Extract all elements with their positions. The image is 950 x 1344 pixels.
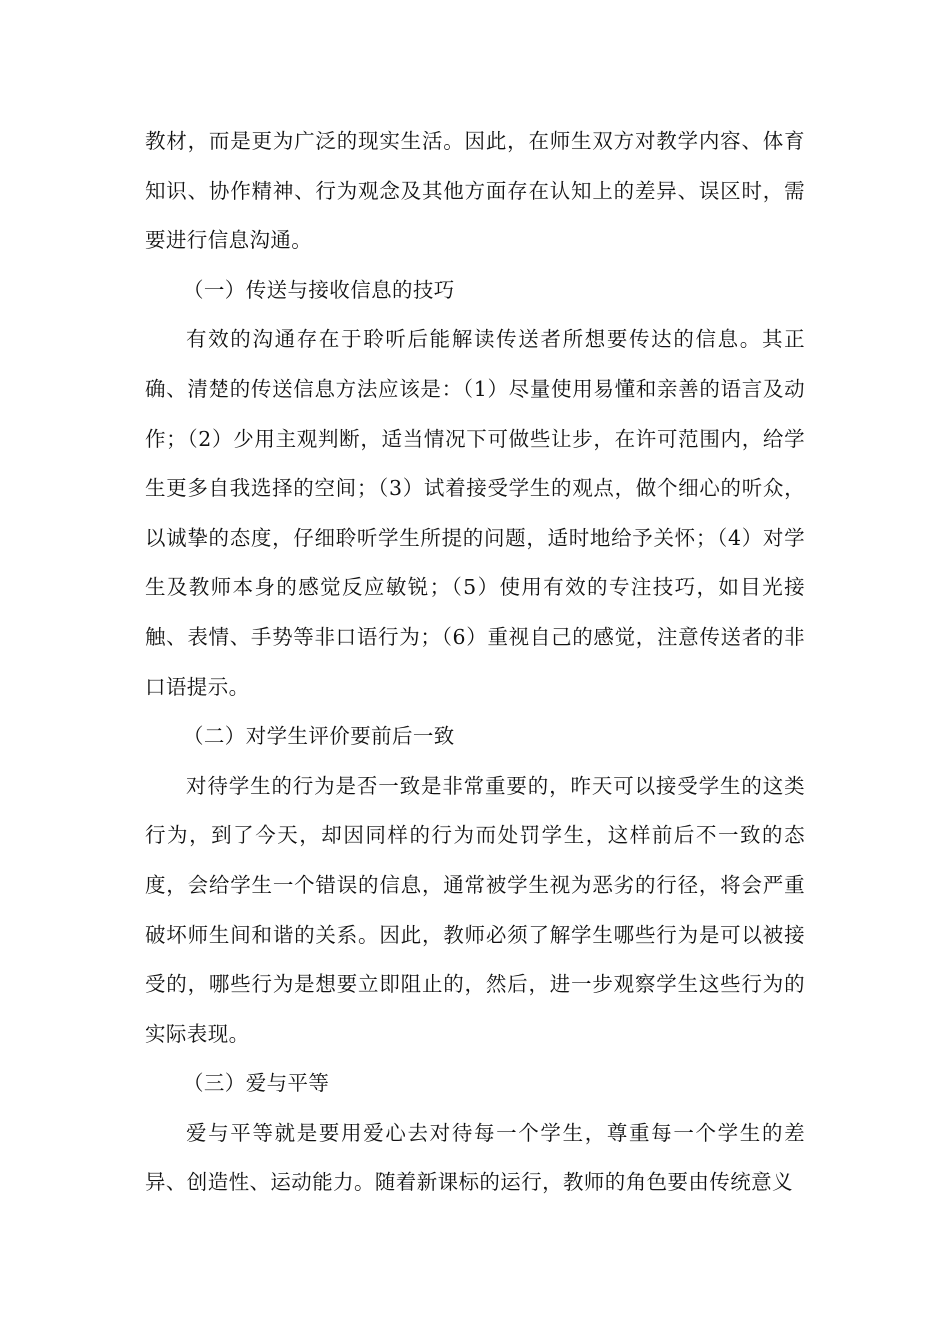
section-heading-2: （二）对学生评价要前后一致: [183, 724, 455, 749]
paragraph-love-and-equality: 爱与平等就是要用爱心去对待每一个学生，尊重每一个学生的差异、创造性、运动能力。随着新课标的运行，教师的角色要由传统意义: [145, 1120, 805, 1195]
paragraph-continuation: 教材，而是更为广泛的现实生活。因此，在师生双方对教学内容、体育知识、协作精神、行为观念及其他方面存在认知上的差异、误区时，需要进行信息沟通。: [145, 129, 805, 253]
section-heading-3: （三）爱与平等: [183, 1071, 330, 1096]
section-heading-1: （一）传送与接收信息的技巧: [183, 277, 455, 302]
paragraph-consistent-evaluation: 对待学生的行为是否一致是非常重要的，昨天可以接受学生的这类行为，到了今天，却因同样的行为而处罚学生，这样前后不一致的态度，会给学生一个错误的信息，通常被学生视为恶劣的行径，将会严重破坏师生间和谐的关系。因此，教师必须了解学生哪些行为是可以被接受的，哪些行为是想要立即阻止的，然后，进一步观察学生这些行为的实际表现。: [145, 773, 805, 1046]
document-body: [145, 117, 805, 1208]
paragraph-communication-skills: 有效的沟通存在于聆听后能解读传送者所想要传达的信息。其正确、清楚的传送信息方法应该是：（1）尽量使用易懂和亲善的语言及动作；（2）少用主观判断，适当情况下可做些让步，在许可范围内，给学生更多自我选择的空间；（3）试着接受学生的观点，做个细心的听众，以诚挚的态度，仔细聆听学生所提的问题，适时地给予关怀；（4）对学生及教师本身的感觉反应敏锐；（5）使用有效的专注技巧，如目光接触、表情、手势等非口语行为；（6）重视自己的感觉，注意传送者的非口语提示。: [145, 327, 805, 699]
